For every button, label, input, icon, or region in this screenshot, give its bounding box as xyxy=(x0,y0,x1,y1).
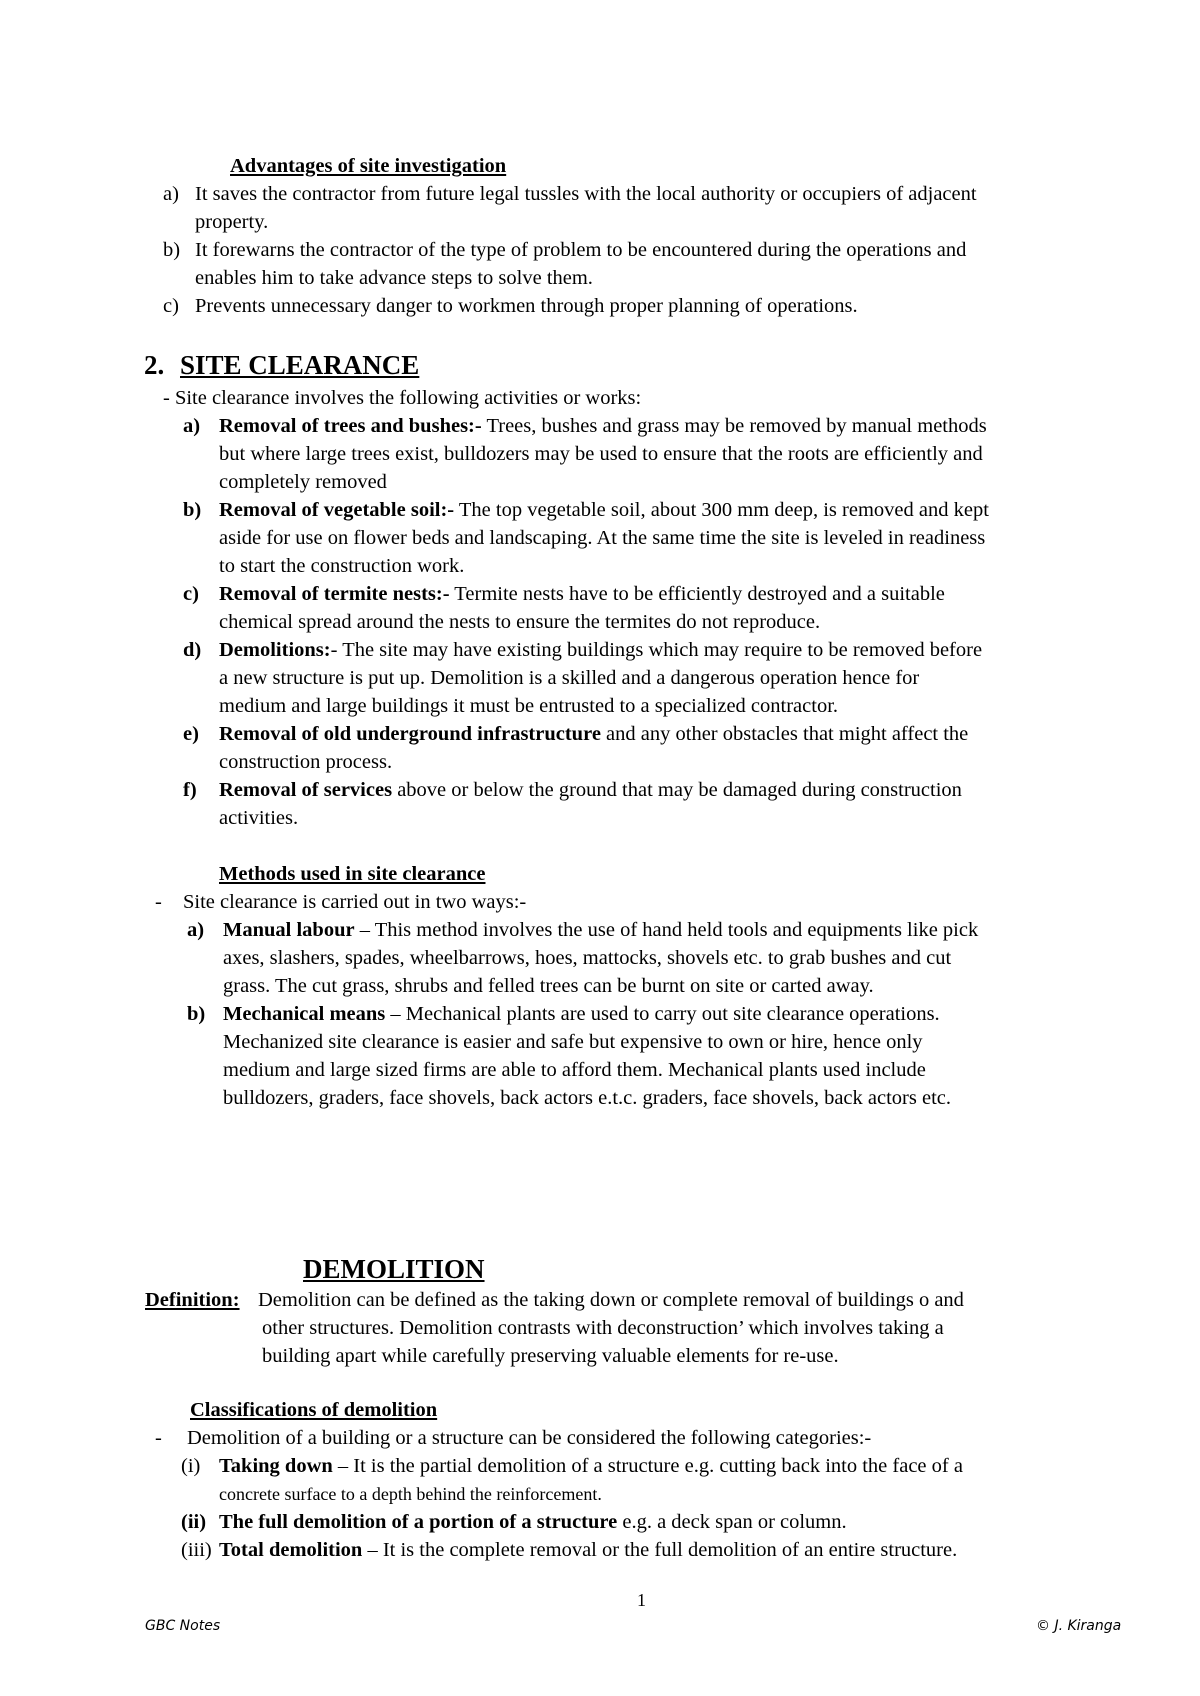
clearance-marker-a: a) xyxy=(183,415,201,437)
clearance-item-b-title: Removal of vegetable soil:- xyxy=(219,499,455,521)
methods-item-b-line1: Mechanical means – Mechanical plants are used to carry out site clearance operations. xyxy=(223,1003,940,1025)
methods-marker-a: a) xyxy=(187,919,205,941)
clearance-item-d-title: Demolitions: xyxy=(219,639,331,661)
clearance-item-c-line2: chemical spread around the nests to ensure the termites do not reproduce. xyxy=(219,611,821,633)
methods-item-b-line3: medium and large sized firms are able to afford them. Mechanical plants used include xyxy=(223,1059,926,1081)
advantages-marker-b: b) xyxy=(163,239,181,261)
methods-item-a-line2: axes, slashers, spades, wheelbarrows, hoes, mattocks, shovels etc. to grab bushes and cut xyxy=(223,947,952,969)
advantages-item-c-line1: Prevents unnecessary danger to workmen through proper planning of operations. xyxy=(195,295,858,317)
clearance-item-d-line3: medium and large buildings it must be entrusted to a specialized contractor. xyxy=(219,695,839,717)
classifications-heading: Classifications of demolition xyxy=(190,1399,438,1421)
clearance-item-a-line3: completely removed xyxy=(219,471,387,493)
definition-line3: building apart while carefully preserving valuable elements for re-use. xyxy=(262,1345,839,1367)
page-number: 1 xyxy=(637,1590,646,1610)
clearance-marker-d: d) xyxy=(183,639,202,661)
clearance-item-e-line2: construction process. xyxy=(219,751,393,773)
clearance-item-c-line1: Removal of termite nests:- Termite nests have to be efficiently destroyed and a suitable xyxy=(219,583,945,605)
definition-label: Definition: xyxy=(145,1289,240,1311)
class-marker-i: (i) xyxy=(181,1455,201,1477)
methods-heading: Methods used in site clearance xyxy=(219,863,486,885)
advantages-item-a-line2: property. xyxy=(195,211,269,233)
clearance-item-d-line1: Demolitions:- The site may have existing buildings which may require to be removed before xyxy=(219,639,983,661)
methods-item-a-line3: grass. The cut grass, shrubs and felled trees can be burnt on site or carted away. xyxy=(223,975,874,997)
clearance-marker-b: b) xyxy=(183,499,202,521)
class-iii-title: Total demolition xyxy=(219,1539,363,1561)
methods-item-a-line1: Manual labour – This method involves the use of hand held tools and equipments like pick xyxy=(223,919,979,941)
demolition-heading: DEMOLITION xyxy=(303,1254,485,1284)
clearance-item-e-title: Removal of old underground infrastructure xyxy=(219,723,601,745)
methods-intro: Site clearance is carried out in two ways:- xyxy=(183,891,527,913)
clearance-item-f-line2: activities. xyxy=(219,807,299,829)
methods-item-b-line2: Mechanized site clearance is easier and safe but expensive to own or hire, hence only xyxy=(223,1031,923,1053)
class-i-line1: Taking down – It is the partial demolition of a structure e.g. cutting back into the face of a xyxy=(219,1455,963,1477)
advantages-item-b-line1: It forewarns the contractor of the type of problem to be encountered during the operations and xyxy=(195,239,967,261)
footer-right: © J. Kiranga xyxy=(1036,1618,1122,1634)
clearance-item-b-line1: Removal of vegetable soil:- The top vegetable soil, about 300 mm deep, is removed and kept xyxy=(219,499,989,521)
class-marker-iii: (iii) xyxy=(181,1539,212,1561)
clearance-item-d-line2: a new structure is put up. Demolition is a skilled and a dangerous operation hence for xyxy=(219,667,920,689)
clearance-marker-c: c) xyxy=(183,583,199,605)
definition-line2: other structures. Demolition contrasts with deconstruction’ which involves taking a xyxy=(262,1317,944,1339)
footer-left: GBC Notes xyxy=(145,1618,221,1634)
clearance-item-c-title: Removal of termite nests:- xyxy=(219,583,450,605)
class-iii-line1: Total demolition – It is the complete removal or the full demolition of an entire structure. xyxy=(219,1539,958,1561)
clearance-item-e-line1: Removal of old underground infrastructure and any other obstacles that might affect the xyxy=(219,723,969,745)
clearance-item-a-title: Removal of trees and bushes:- xyxy=(219,415,482,437)
clearance-item-a-line2: but where large trees exist, bulldozers may be used to ensure that the roots are efficiently and xyxy=(219,443,983,465)
advantages-item-a-line1: It saves the contractor from future legal tussles with the local authority or occupiers of adjacent xyxy=(195,183,977,205)
site-clearance-number: 2. xyxy=(144,350,165,380)
methods-marker-b: b) xyxy=(187,1003,206,1025)
advantages-marker-a: a) xyxy=(163,183,179,205)
advantages-marker-c: c) xyxy=(163,295,179,317)
class-ii-line1: The full demolition of a portion of a structure e.g. a deck span or column. xyxy=(219,1511,847,1533)
clearance-item-b-line3: to start the construction work. xyxy=(219,555,465,577)
classifications-intro: Demolition of a building or a structure can be considered the following categories:- xyxy=(187,1427,872,1449)
methods-item-b-line4: bulldozers, graders, face shovels, back actors e.t.c. graders, face shovels, back actors etc. xyxy=(223,1087,952,1109)
definition-line1: Demolition can be defined as the taking down or complete removal of buildings o and xyxy=(258,1289,964,1311)
clearance-marker-e: e) xyxy=(183,723,199,745)
class-marker-ii: (ii) xyxy=(181,1511,207,1533)
advantages-heading: Advantages of site investigation xyxy=(230,155,507,177)
clearance-item-a-line1: Removal of trees and bushes:- Trees, bushes and grass may be removed by manual methods xyxy=(219,415,987,437)
class-ii-title: The full demolition of a portion of a structure xyxy=(219,1511,618,1533)
advantages-item-b-line2: enables him to take advance steps to solve them. xyxy=(195,267,593,289)
methods-item-a-title: Manual labour xyxy=(223,919,355,941)
clearance-item-f-line1: Removal of services above or below the ground that may be damaged during construction xyxy=(219,779,962,801)
clearance-item-f-title: Removal of services xyxy=(219,779,393,801)
class-i-line2: concrete surface to a depth behind the reinforcement. xyxy=(219,1484,602,1504)
methods-dash: - xyxy=(155,891,162,913)
classifications-dash: - xyxy=(155,1427,162,1449)
methods-item-b-title: Mechanical means xyxy=(223,1003,386,1025)
clearance-marker-f: f) xyxy=(183,779,197,801)
clearance-item-b-line2: aside for use on flower beds and landscaping. At the same time the site is leveled in readiness xyxy=(219,527,986,549)
site-clearance-intro: - Site clearance involves the following activities or works: xyxy=(163,387,642,409)
class-i-title: Taking down xyxy=(219,1455,333,1477)
site-clearance-heading: SITE CLEARANCE xyxy=(180,350,420,380)
